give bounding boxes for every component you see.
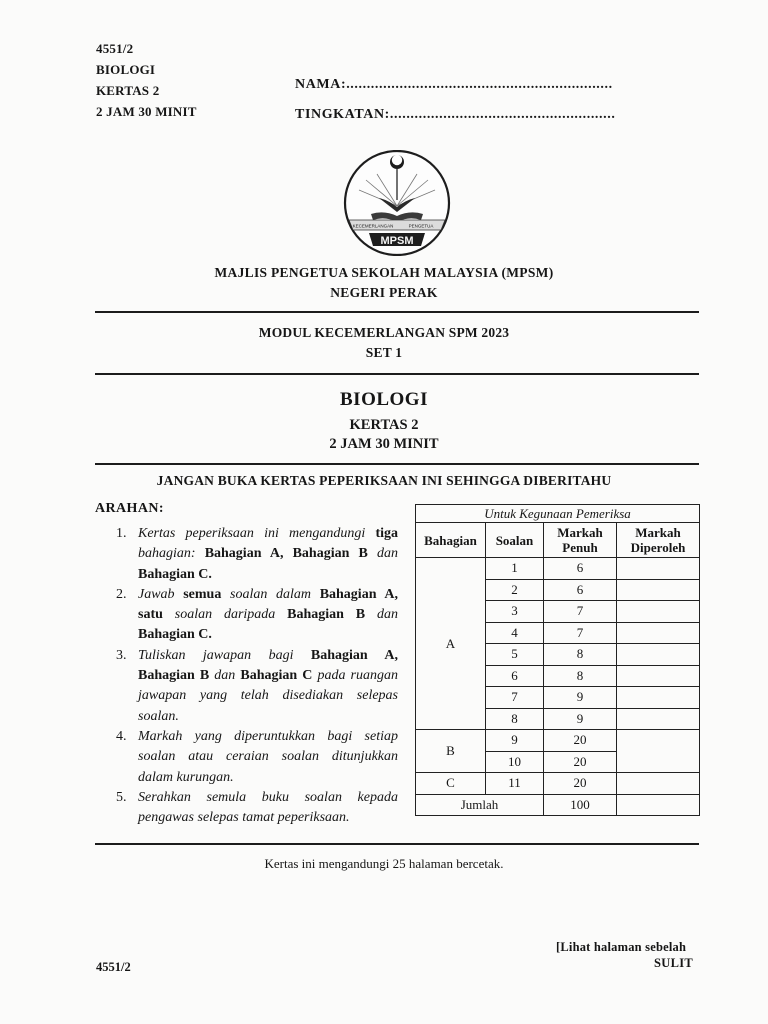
obtained-marks[interactable]: [617, 558, 700, 580]
logo-text: MPSM: [380, 235, 414, 247]
full-marks: 7: [544, 622, 617, 644]
obtained-marks[interactable]: [617, 601, 700, 623]
paper-duration: 2 JAM 30 MINIT: [96, 104, 197, 119]
header-markah-diperoleh: Markah Diperoleh: [617, 523, 700, 558]
obtained-marks[interactable]: [617, 708, 700, 730]
question-number: 5: [486, 644, 544, 666]
footer-code: 4551/2: [96, 960, 131, 974]
question-number: 4: [486, 622, 544, 644]
question-number: 1: [486, 558, 544, 580]
full-marks: 20: [544, 751, 617, 773]
pages-note: Kertas ini mengandungi 25 halaman bercetak.: [264, 856, 504, 871]
paper-subject: BIOLOGI: [96, 62, 156, 77]
question-number: 3: [486, 601, 544, 623]
question-number: 8: [486, 708, 544, 730]
organization-name: MAJLIS PENGETUA SEKOLAH MALAYSIA (MPSM): [214, 265, 554, 280]
question-number: 11: [486, 773, 544, 795]
total-value: 100: [544, 794, 617, 816]
paper-number: KERTAS 2: [96, 83, 160, 98]
obtained-marks[interactable]: [617, 579, 700, 601]
warning-text: JANGAN BUKA KERTAS PEPERIKSAAN INI SEHINGGA DIBERITAHU: [156, 473, 612, 488]
obtained-marks[interactable]: [617, 644, 700, 666]
exam-duration: 2 JAM 30 MINIT: [329, 436, 439, 452]
instructions-title: ARAHAN:: [95, 501, 164, 516]
module-set: SET 1: [365, 345, 403, 360]
divider: [95, 311, 699, 313]
divider: [95, 843, 699, 845]
table-row-total: [416, 794, 700, 816]
instruction-item: 1. Kertas peperiksaan ini mengandungi tiga bahagian: Bahagian A, Bahagian B dan Bahagian C.: [116, 526, 398, 582]
instruction-item: 4. Markah yang diperuntukkan bagi setiap soalan atau ceraian soalan ditunjukkan dalam kurungan.: [116, 728, 398, 785]
name-field[interactable]: NAMA:.................................................................: [295, 77, 613, 92]
divider: [95, 373, 699, 375]
organization-state: NEGERI PERAK: [330, 285, 438, 300]
classification-label: SULIT: [654, 956, 694, 970]
table-row: [416, 730, 700, 752]
section-label: A: [416, 558, 486, 730]
instructions-list: [116, 524, 398, 828]
question-number: 10: [486, 751, 544, 773]
total-label: Jumlah: [416, 794, 544, 816]
table-row: [416, 773, 700, 795]
question-number: 6: [486, 665, 544, 687]
header-soalan: Soalan: [486, 523, 544, 558]
obtained-marks[interactable]: [617, 773, 700, 795]
form-field[interactable]: TINGKATAN:.......................................................: [295, 107, 616, 122]
full-marks: 20: [544, 773, 617, 795]
obtained-marks[interactable]: [617, 622, 700, 644]
section-label: C: [416, 773, 486, 795]
exam-paper: KERTAS 2: [349, 417, 419, 433]
instruction-item: 5. Serahkan semula buku soalan kepada pengawas selepas tamat peperiksaan.: [116, 789, 398, 826]
paper-code: 4551/2: [96, 41, 134, 56]
table-caption: Untuk Kegunaan Pemeriksa: [416, 505, 700, 523]
obtained-marks[interactable]: [617, 730, 700, 773]
marks-table-wrap: [415, 504, 700, 816]
instruction-item: 2. Jawab semua soalan dalam Bahagian A, satu soalan daripada Bahagian B dan Bahagian C.: [116, 586, 399, 643]
next-page-note: [Lihat halaman sebelah: [556, 940, 687, 954]
question-number: 9: [486, 730, 544, 752]
mpsm-emblem-icon: [341, 150, 453, 256]
full-marks: 6: [544, 558, 617, 580]
question-number: 7: [486, 687, 544, 709]
table-row: [416, 558, 700, 580]
obtained-marks[interactable]: [617, 665, 700, 687]
section-label: B: [416, 730, 486, 773]
instruction-item: 3. Tuliskan jawapan bagi Bahagian A, Bahagian B dan Bahagian C pada ruangan jawapan yang telah disediakan selepas soalan.: [116, 647, 399, 724]
question-number: 2: [486, 579, 544, 601]
header-bahagian: Bahagian: [416, 523, 486, 558]
full-marks: 9: [544, 708, 617, 730]
full-marks: 20: [544, 730, 617, 752]
marks-table: [415, 504, 700, 816]
exam-subject: BIOLOGI: [340, 389, 428, 410]
mpsm-logo: [341, 150, 453, 256]
obtained-marks[interactable]: [617, 687, 700, 709]
full-marks: 9: [544, 687, 617, 709]
header-markah-penuh: Markah Penuh: [544, 523, 617, 558]
total-obtained[interactable]: [617, 794, 700, 816]
divider: [95, 463, 699, 465]
full-marks: 8: [544, 644, 617, 666]
full-marks: 8: [544, 665, 617, 687]
ribbon-left-text: KECEMERLANGAN: [352, 223, 394, 229]
paper-header: [96, 38, 197, 122]
ribbon-right-text: PENGETUA: [408, 223, 434, 229]
full-marks: 6: [544, 579, 617, 601]
module-title: MODUL KECEMERLANGAN SPM 2023: [258, 325, 510, 340]
full-marks: 7: [544, 601, 617, 623]
